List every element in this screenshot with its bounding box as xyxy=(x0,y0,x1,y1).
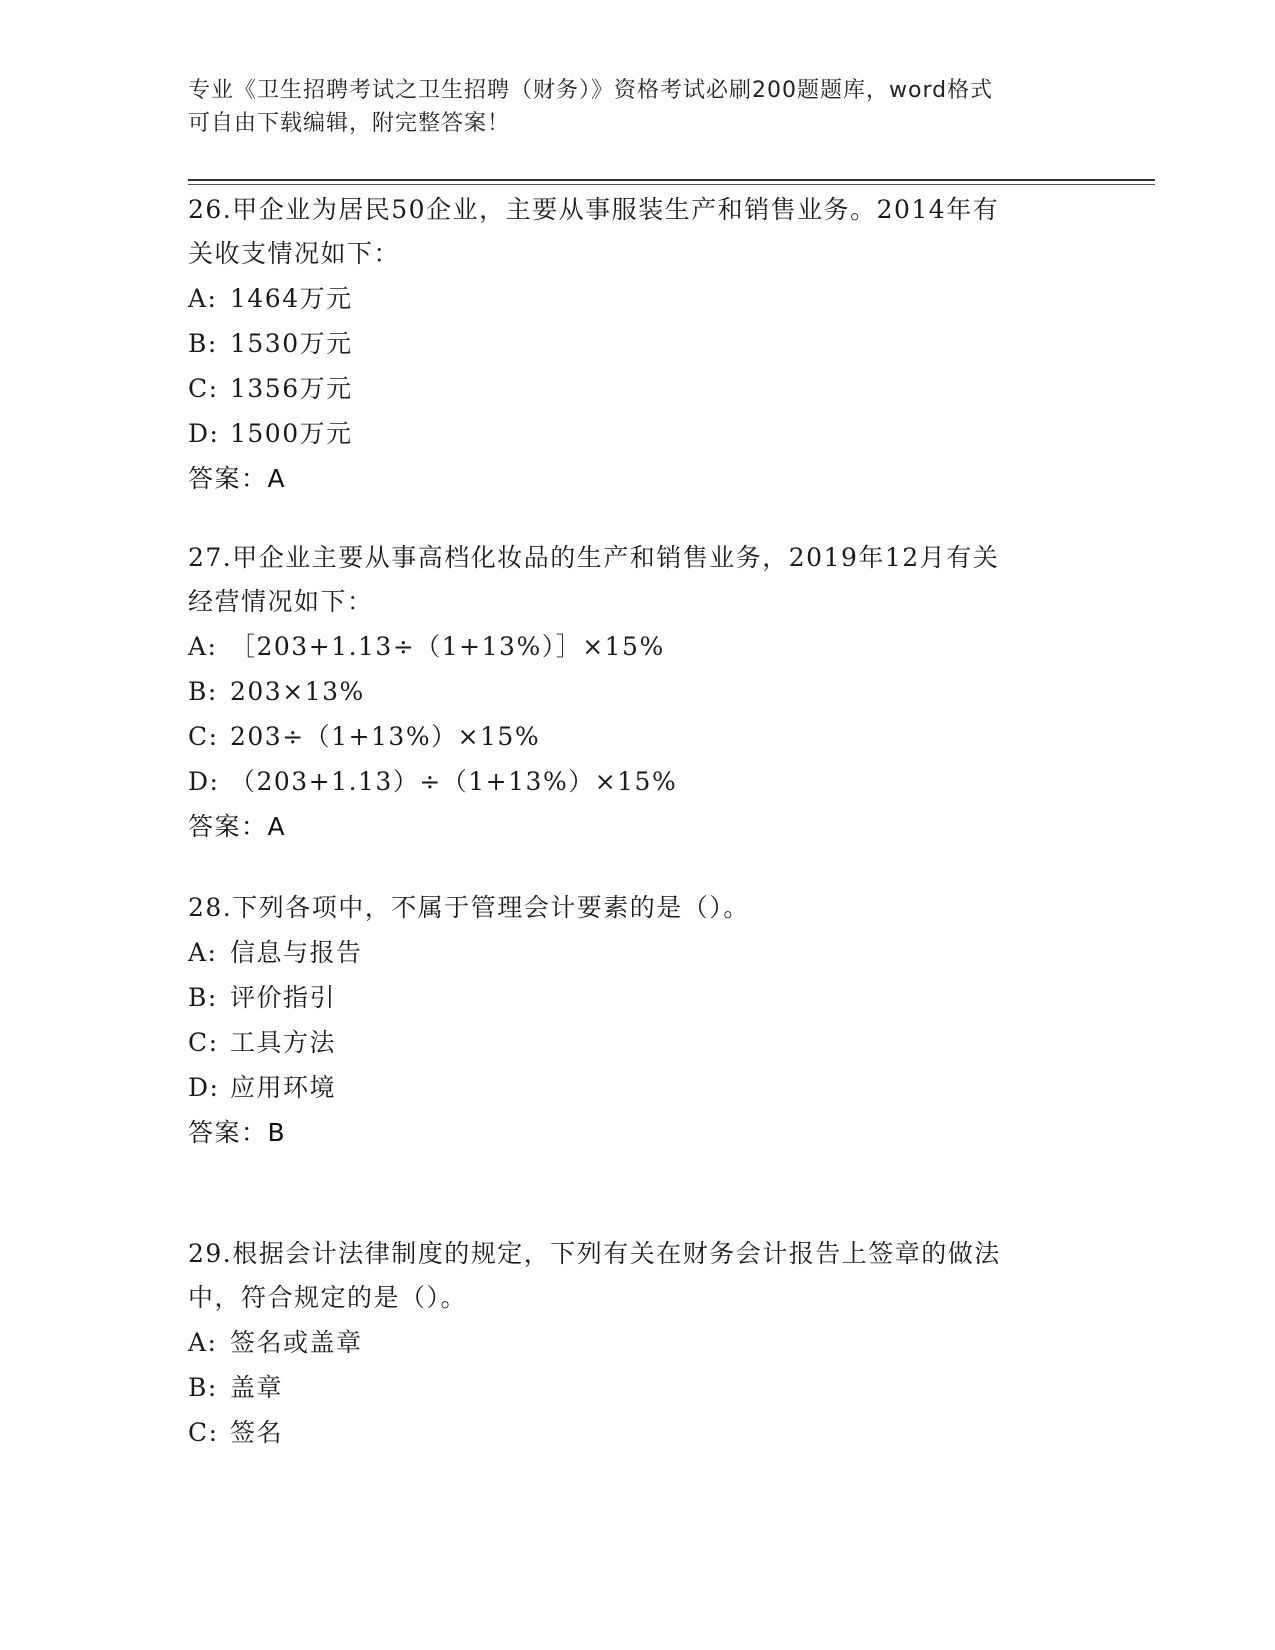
answer-text: 答案：B xyxy=(188,1118,287,1147)
option-letter: C: xyxy=(188,722,219,751)
option-letter: D: xyxy=(188,1073,220,1102)
option-b xyxy=(188,1365,1088,1410)
question-stem-line: 27.甲企业主要从事高档化妆品的生产和销售业务，2019年12月有关 xyxy=(188,543,1000,572)
option-letter: B: xyxy=(188,329,218,358)
option-text: 签名或盖章 xyxy=(230,1328,363,1357)
option-c xyxy=(188,366,1088,411)
option-letter: C: xyxy=(188,1028,219,1057)
option-letter: A: xyxy=(188,938,218,967)
option-letter: B: xyxy=(188,983,218,1012)
header-divider-thin xyxy=(188,184,1155,185)
option-d xyxy=(188,759,1088,804)
option-d xyxy=(188,1065,1088,1110)
header-divider-thick xyxy=(188,179,1155,181)
option-text: 1530万元 xyxy=(230,329,353,358)
option-text: 1464万元 xyxy=(230,284,353,313)
option-a xyxy=(188,1320,1088,1365)
question-stem-line: 29.根据会计法律制度的规定，下列有关在财务会计报告上签章的做法 xyxy=(188,1239,1001,1268)
option-letter: A: xyxy=(188,1328,218,1357)
option-b xyxy=(188,321,1088,366)
option-text: 应用环境 xyxy=(230,1073,337,1102)
option-letter: D: xyxy=(188,419,220,448)
option-text: 工具方法 xyxy=(230,1028,337,1057)
option-letter: C: xyxy=(188,1418,219,1447)
option-letter: D: xyxy=(188,767,220,796)
option-d xyxy=(188,411,1088,456)
option-text: （203+1.13）÷（1+13%）×15% xyxy=(230,767,678,796)
header-line-1: 专业《卫生招聘考试之卫生招聘（财务）》资格考试必刷200题题库，word格式 xyxy=(188,78,994,103)
option-text: 203×13% xyxy=(230,677,365,706)
option-letter: A: xyxy=(188,284,218,313)
question-28 xyxy=(188,886,1088,1155)
option-a xyxy=(188,930,1088,975)
option-text: 203÷（1+13%）×15% xyxy=(230,722,541,751)
answer-text: 答案：A xyxy=(188,812,287,841)
option-text: 1356万元 xyxy=(230,374,353,403)
question-stem-line: 26.甲企业为居民50企业，主要从事服装生产和销售业务。2014年有 xyxy=(188,195,1000,224)
option-c xyxy=(188,1020,1088,1065)
question-stem-line: 经营情况如下： xyxy=(188,587,374,616)
header-line-2: 可自由下载编辑，附完整答案！ xyxy=(188,111,511,136)
question-29 xyxy=(188,1232,1088,1455)
question-stem-line: 28.下列各项中，不属于管理会计要素的是（）。 xyxy=(188,893,750,922)
option-a xyxy=(188,624,1088,669)
option-letter: C: xyxy=(188,374,219,403)
option-text: 签名 xyxy=(230,1418,284,1447)
answer-text: 答案：A xyxy=(188,464,287,493)
option-text: ［203+1.13÷（1+13%）］×15% xyxy=(230,632,665,661)
option-b xyxy=(188,669,1088,714)
option-c xyxy=(188,1410,1088,1455)
option-letter: B: xyxy=(188,1373,218,1402)
option-text: 1500万元 xyxy=(230,419,353,448)
option-a xyxy=(188,276,1088,321)
option-letter: A: xyxy=(188,632,218,661)
option-text: 盖章 xyxy=(230,1373,284,1402)
option-letter: B: xyxy=(188,677,218,706)
option-c xyxy=(188,714,1088,759)
question-27 xyxy=(188,536,1088,849)
question-stem-line: 关收支情况如下： xyxy=(188,239,401,268)
question-26 xyxy=(188,188,1088,501)
option-text: 评价指引 xyxy=(230,983,337,1012)
option-b xyxy=(188,975,1088,1020)
document-header xyxy=(188,74,1088,140)
question-stem-line: 中，符合规定的是（）。 xyxy=(188,1283,468,1312)
option-text: 信息与报告 xyxy=(230,938,363,967)
